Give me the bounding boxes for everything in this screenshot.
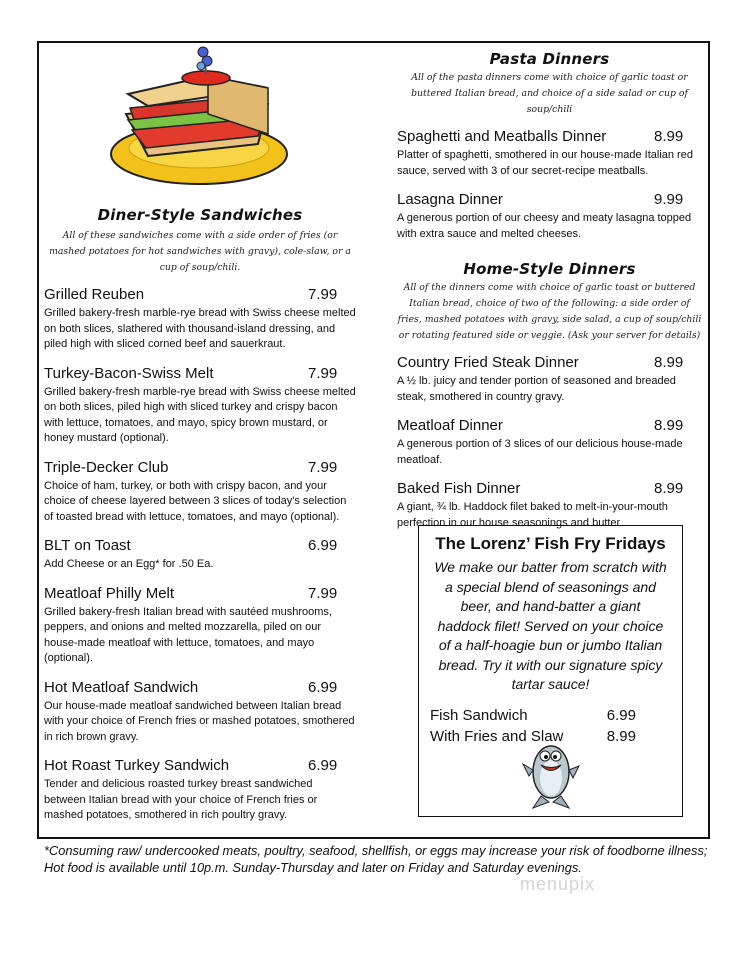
- pasta-title: Pasta Dinners: [489, 50, 610, 68]
- footer-notes: [44, 842, 734, 876]
- fish-mascot-illustration: [519, 736, 585, 810]
- item-description: Add Cheese or an Egg* for .50 Ea.: [44, 558, 214, 570]
- menu-item: [44, 365, 356, 447]
- sandwiches-title: Diner-Style Sandwiches: [97, 206, 303, 224]
- item-description: A generous portion of our cheesy and meaty lasagna topped with extra sauce and melted cheeses.: [397, 212, 692, 240]
- dinners-section: [397, 50, 702, 531]
- footer-hours: Hot food is available until 10p.m. Sunday-Thursday and later on Friday and Saturday evenings.: [44, 860, 582, 875]
- menu-item: [397, 128, 702, 179]
- sandwiches-note: All of these sandwiches come with a side order of fries (or mashed potatoes for hot sandwiches with gravy), cole-slaw, or a cup of soup/chili.: [49, 230, 351, 273]
- item-name: Fish Sandwich: [430, 706, 528, 724]
- item-description: A giant, ¾ lb. Haddock filet baked to melt-in-your-mouth perfection in our house seasonings and butter.: [397, 501, 668, 529]
- item-price: 8.99: [654, 417, 684, 434]
- item-name: Hot Roast Turkey Sandwich: [44, 757, 230, 774]
- item-description: Grilled bakery-fresh Italian bread with sautéed mushrooms, peppers, and onions and melted mozzarella, piled on our house-made meatloaf with lettuce, tomatoes, and mayo (optional).: [44, 605, 332, 664]
- fish-fry-box: [418, 525, 683, 817]
- sandwich-illustration: [108, 44, 290, 194]
- item-description: A ½ lb. juicy and tender portion of seasoned and breaded steak, smothered in country gravy.: [397, 375, 676, 403]
- menu-item: [397, 191, 702, 242]
- item-price: 8.99: [654, 128, 684, 145]
- fish-fry-description: We make our batter from scratch with a special blend of seasonings and beer, and hand-batter a giant haddock filet! Served on your choice of a half-hoagie bun or jumbo Italian bread. Try it with our signature spicy tartar sauce!: [434, 559, 667, 692]
- item-name: Meatloaf Dinner: [397, 417, 503, 434]
- item-price: 6.99: [308, 537, 338, 554]
- watermark: menupix: [520, 874, 596, 894]
- item-price: 7.99: [308, 364, 338, 382]
- item-price: 7.99: [308, 584, 338, 602]
- item-name: Lasagna Dinner: [397, 191, 503, 208]
- item-name: Hot Meatloaf Sandwich: [44, 678, 199, 696]
- item-name: Turkey-Bacon-Swiss Melt: [44, 364, 214, 382]
- menu-item: [397, 480, 702, 531]
- fish-fry-title: The Lorenz’ Fish Fry Fridays: [435, 534, 666, 553]
- item-name: Spaghetti and Meatballs Dinner: [397, 128, 607, 145]
- item-price: 6.99: [308, 678, 338, 696]
- menu-item: [44, 585, 356, 667]
- item-description: Our house-made meatloaf sandwiched between Italian bread with your choice of French fries or mashed potatoes, smothered in rich brown gravy.: [44, 699, 355, 743]
- menu-item: [44, 679, 356, 746]
- menu-item: [44, 537, 356, 573]
- pasta-note: All of the pasta dinners come with choice of garlic toast or buttered Italian bread, and choice of a side salad or cup of soup/chili: [411, 72, 688, 115]
- footer-warning: *Consuming raw/ undercooked meats, poultry, seafood, shellfish, or eggs may increase your risk of foodborne illness;: [44, 843, 708, 858]
- item-price: 6.99: [606, 706, 636, 724]
- menu-item: [44, 459, 356, 526]
- item-description: Grilled bakery-fresh marble-rye bread with Swiss cheese melted on both slices, piled high with sliced turkey and crispy bacon with lettuce, tomatoes, and mayo, spicy brown mustard, or honey mustard (optional).: [44, 385, 356, 444]
- menu-item: [397, 354, 702, 405]
- home-note: All of the dinners come with choice of garlic toast or buttered Italian bread, choice of two of the following: a side order of fries, mashed potatoes with gravy, side salad, a cup of soup/chili or rotating featured side or veggie. (Ask your server for details): [397, 282, 702, 341]
- item-name: Baked Fish Dinner: [397, 480, 521, 497]
- item-name: Country Fried Steak Dinner: [397, 354, 579, 371]
- item-description: A generous portion of 3 slices of our delicious house-made meatloaf.: [397, 438, 683, 466]
- item-price: 8.99: [654, 354, 684, 371]
- menu-item: [44, 286, 356, 353]
- item-price: 6.99: [308, 757, 338, 774]
- sandwiches-section: [44, 200, 356, 824]
- menu-item: [44, 757, 356, 824]
- item-name: Triple-Decker Club: [44, 458, 169, 476]
- item-description: Grilled bakery-fresh marble-rye bread with Swiss cheese melted on both slices, slathered with thousand-island dressing, and piled high with sliced corned beef and sauerkraut.: [44, 307, 356, 350]
- home-title: Home-Style Dinners: [463, 260, 636, 278]
- item-price: 8.99: [654, 480, 684, 497]
- item-description: Platter of spaghetti, smothered in our house-made Italian red sauce, served with 3 of our secret-recipe meatballs.: [397, 149, 693, 177]
- menu-item: [397, 417, 702, 468]
- item-price: 7.99: [308, 286, 338, 303]
- item-description: Tender and delicious roasted turkey breast sandwiched between Italian bread with your choice of French fries or mashed potatoes, smothered in rich poultry gravy.: [44, 778, 318, 821]
- item-price: 8.99: [606, 727, 636, 745]
- item-name: Grilled Reuben: [44, 286, 145, 303]
- item-name: BLT on Toast: [44, 537, 131, 554]
- item-name: With Fries and Slaw: [430, 727, 564, 745]
- item-name: Meatloaf Philly Melt: [44, 584, 175, 602]
- item-description: Choice of ham, turkey, or both with crispy bacon, and your choice of cheese layered between 3 slices of today's selection of toasted bread with lettuce, tomatoes, and mayo (optional).: [44, 479, 347, 523]
- item-price: 7.99: [308, 458, 338, 476]
- fish-item: [419, 705, 682, 726]
- item-price: 9.99: [654, 191, 684, 208]
